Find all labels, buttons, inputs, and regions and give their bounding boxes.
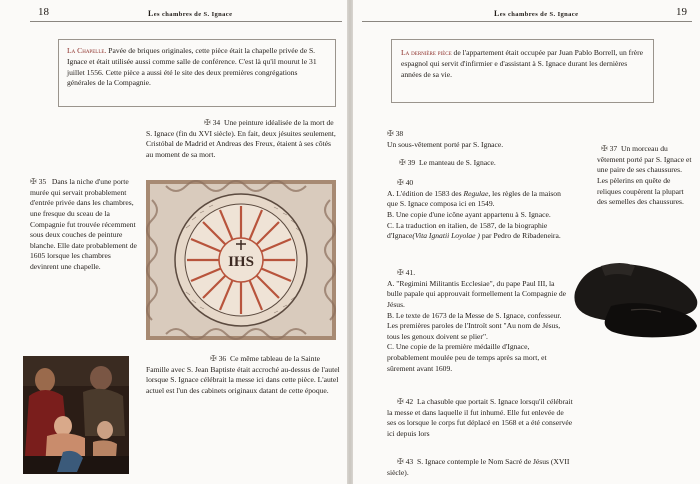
last-room-lead: La dernière pièce [401, 48, 452, 57]
last-room-description-box [391, 39, 654, 103]
cross-pattee-icon: ✠ [397, 457, 404, 466]
running-head-left: Les chambres de S. Ignace [148, 9, 233, 18]
item-35: ✠ 35 Dans la niche d'une porte murée qui servait probablement d'entrée privée dans les chambres, une fresque du sceau de la Compagnie fut trouvée récemment sous deux couches de peinture blanche. Elle date probablement de 1605 lorsque les chambres devinrent une chapelle. [30, 177, 137, 271]
item-37: ✠ 37 Un morceau du vêtement porté par S. Ignace et une paire de ses chaussures. Les pèlerins en quête de reliques coupèrent la plupart des semelles des chaussures. [597, 144, 692, 207]
item-43: ✠ 43 S. Ignace contemple le Nom Sacré de Jésus (XVII siècle). [387, 457, 570, 477]
item-41: ✠ 41. A. "Regimini Militantis Ecclesiae", du pape Paul III, la bulle papale qui approuvait formellement la Compagnie de Jésus. B. Le texte de 1673 de la Messe de S. Ignace, confesseur. Les premières paroles de l'Introït sont "Au nom de Jésus, tous les genoux doivent se plier". C. Une copie de la première médaille d'Ignace, probablement moulée peu de temps après sa mort, et sûrement avant 1609. [387, 268, 567, 373]
item-39: ✠ 39 Le manteau de S. Ignace. [399, 158, 496, 167]
society-seal-fresco-image [146, 180, 336, 340]
cross-pattee-icon: ✠ [399, 158, 406, 167]
chapel-lead: La Chapelle. [67, 46, 107, 55]
cross-pattee-icon: ✠ [397, 178, 404, 187]
cross-pattee-icon: ✠ [204, 118, 211, 127]
cross-pattee-icon: ✠ [397, 268, 404, 277]
item-40: ✠ 40 A. L'édition de 1583 des Regulae, les règles de la maison que S. Ignace composa ici en 1549. B. Une copie d'une icône ayant appartenu à S. Ignace. C. La traduction en italien, de 1587, de la biographie d'Ignace(Vita Ignatii Loyolae ) par Pedro de Ribadeneira. [387, 178, 561, 241]
ihs-monogram: IHS [228, 254, 254, 270]
cross-pattee-icon: ✠ [30, 177, 37, 186]
header-rule-right [362, 21, 692, 22]
item-38: ✠ 38 Un sous-vêtement porté par S. Ignace. [387, 129, 504, 149]
page-number-right: 19 [676, 6, 687, 18]
page-number-left: 18 [38, 6, 49, 18]
chapel-text: Pavée de briques originales, cette pièce était la chapelle privée de S. Ignace et était utilisée aussi comme salle de conférence. C'est là qu'il mourut le 31 juillet 1556. Cette pièce a aussi été le site des deux premières congrégations générales de la Compagnie. [67, 46, 317, 88]
running-head-right: Les chambres de S. Ignace [494, 9, 579, 18]
item-42: ✠ 42 La chasuble que portait S. Ignace lorsqu'il célébrait la messe et dans laquelle il fut inhumé. Elle fut enlevée de ses os lorsque le corps fut déplacé en 1568 et a été conservée ici depuis lors [387, 397, 573, 438]
holy-family-painting-image [23, 356, 129, 474]
shoes-relic-image [571, 252, 700, 340]
cross-pattee-icon: ✠ [397, 397, 404, 406]
item-34: ✠ 34 Une peinture idéalisée de la mort de S. Ignace (fin du XVI siècle). En fait, deux jésuites seulement, Cristóbal de Madrid et Andreas des Freux, étaient à ses côtés au moment de sa mort. [146, 118, 336, 159]
header-rule-left [30, 21, 342, 22]
cross-pattee-icon: ✠ [210, 354, 217, 363]
item-36: ✠ 36 Ce même tableau de la Sainte Famille avec S. Jean Baptiste était accroché au-dessus de l'autel lorsque S. Ignace célébrait la messe ici dans cette pièce. L'autel actuel est l'un des cabinets originaux datant de cette époque. [146, 354, 340, 395]
cross-pattee-icon: ✠ [387, 129, 394, 138]
last-room-text: de l'appartement était occupée par Juan Pablo Borrell, un frère espagnol qui servit d'infirmier e d'assistant à S. Ignace durant les dernières années de sa vie. [401, 48, 643, 79]
cross-pattee-icon: ✠ [601, 144, 608, 153]
chapel-description-box [58, 39, 336, 107]
